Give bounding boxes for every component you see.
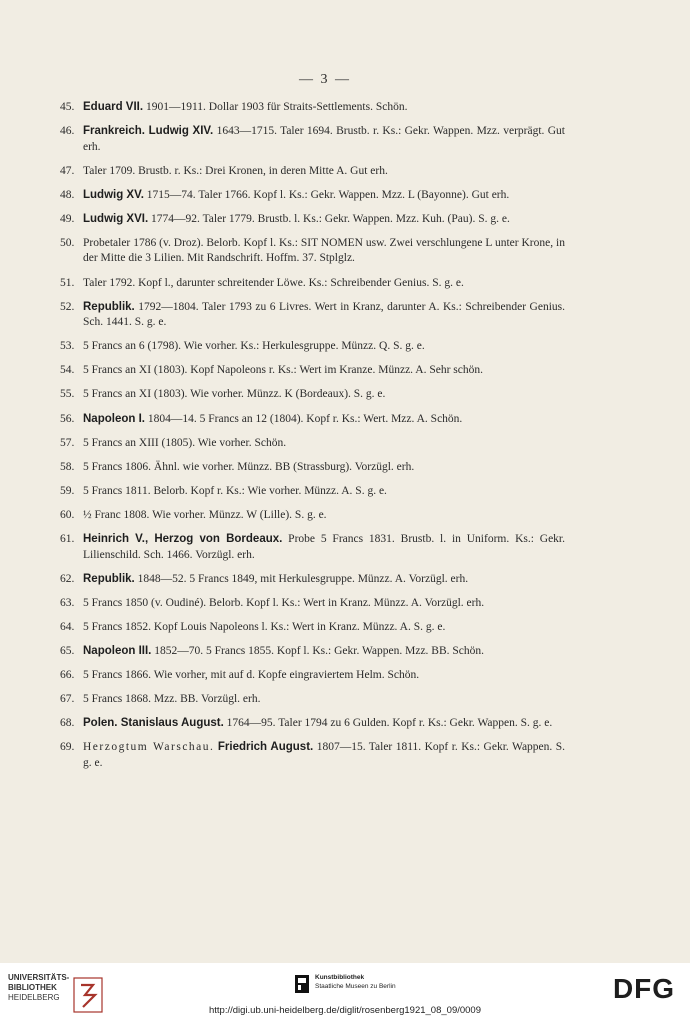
catalog-entry: [60, 236, 565, 267]
entry-text: Taler 1709. Brustb. r. Ks.: Drei Kronen, in deren Mitte A. Gut erh.: [83, 164, 388, 177]
catalog-entry: [60, 387, 565, 403]
entry-number: 52.: [60, 300, 75, 313]
catalog-entry: [60, 460, 565, 476]
entry-number: 47.: [60, 164, 75, 177]
entry-text: 5 Francs an XIII (1805). Wie vorher. Schön.: [83, 436, 287, 449]
catalog-entry: [60, 484, 565, 500]
dfg-text: DFG: [612, 975, 676, 1001]
entry-text: 5 Francs 1850 (v. Oudiné). Belorb. Kopf l. Ks.: Wert in Kranz. Münzz. A. Vorzügl. erh.: [83, 596, 485, 609]
entry-text: Taler 1792. Kopf l., darunter schreitender Löwe. Ks.: Schreibender Genius. S. g. e.: [83, 276, 464, 289]
entry-text: 5 Francs an XI (1803). Wie vorher. Münzz. K (Bordeaux). S. g. e.: [83, 388, 386, 401]
entry-heading: Ludwig XVI.: [83, 212, 149, 225]
entry-text: 1901—1911. Dollar 1903 für Straits-Settlements. Schön.: [143, 101, 408, 113]
entry-text: 1848—52. 5 Francs 1849, mit Herkulesgruppe. Münzz. A. Vorzügl. erh.: [134, 572, 469, 585]
entry-text: 5 Francs 1868. Mzz. BB. Vorzügl. erh.: [83, 693, 261, 706]
kb-line-2: Staatliche Museen zu Berlin: [315, 983, 396, 990]
entry-text: 5 Francs 1852. Kopf Louis Napoleons l. Ks.: Wert in Kranz. Münzz. A. S. g. e.: [83, 620, 446, 633]
entry-number: 49.: [60, 212, 75, 225]
catalog-entry: [60, 572, 565, 588]
catalog-entries: [60, 100, 565, 780]
entry-number: 69.: [60, 741, 75, 754]
source-url-link[interactable]: http://digi.ub.uni-heidelberg.de/diglit/rosenberg1921_08_09/0009: [208, 1005, 482, 1016]
entry-number: 64.: [60, 620, 75, 633]
entry-heading: Ludwig XV.: [83, 188, 144, 201]
entry-text: 1715—74. Taler 1766. Kopf l. Ks.: Gekr. Wappen. Mzz. L (Bayonne). Gut erh.: [143, 188, 510, 201]
entry-text: Probe 5 Francs 1831. Brustb. l. in Uniform. Ks.: Gekr. Lilienschild. Sch. 1466. Vorzügl. erh.: [83, 533, 565, 561]
kb-line-1: Kunstbibliothek: [315, 974, 365, 981]
catalog-entry: [60, 716, 565, 732]
entry-number: 54.: [60, 364, 75, 377]
entry-heading: Frankreich. Ludwig XIV.: [83, 125, 214, 138]
entry-number: 58.: [60, 460, 75, 473]
catalog-entry: [60, 644, 565, 660]
entry-text: 1764—95. Taler 1794 zu 6 Gulden. Kopf r. Ks.: Gekr. Wappen. S. g. e.: [223, 717, 553, 730]
uni-line-3: HEIDELBERG: [8, 993, 60, 1002]
entry-number: 53.: [60, 340, 75, 353]
catalog-entry: [60, 692, 565, 708]
entry-heading: Friedrich August.: [217, 741, 314, 754]
entry-number: 61.: [60, 533, 75, 545]
entry-number: 62.: [60, 572, 75, 585]
entry-spaced-text: Herzogtum Warschau.: [83, 741, 215, 754]
catalog-entry: [60, 300, 565, 331]
entry-text: 1804—14. 5 Francs an 12 (1804). Kopf r. Ks.: Wert. Mzz. A. Schön.: [144, 412, 463, 425]
catalog-entry: [60, 596, 565, 612]
kunstbibliothek-icon: [295, 975, 309, 993]
entry-number: 67.: [60, 693, 75, 706]
catalog-entry: [60, 508, 565, 524]
entry-number: 59.: [60, 484, 75, 497]
catalog-entry: [60, 363, 565, 379]
entry-number: 46.: [60, 125, 75, 138]
entry-number: 50.: [60, 236, 75, 249]
entry-text: 5 Francs 1806. Ähnl. wie vorher. Münzz. BB (Strassburg). Vorzügl. erh.: [83, 460, 415, 473]
catalog-entry: [60, 124, 565, 155]
heidelberg-library-logo[interactable]: [8, 973, 103, 1003]
entry-text: 1807—15. Taler 1811. Kopf r. Ks.: Gekr. Wappen. S. g. e.: [83, 741, 566, 769]
entry-number: 56.: [60, 412, 75, 425]
entry-text: Probetaler 1786 (v. Droz). Belorb. Kopf l. Ks.: SIT NOMEN usw. Zwei verschlungene L unter Krone, in der Mitte die 3 Lilien. Mit Randschrift. Hoffm. 37. Stplglz.: [83, 236, 565, 265]
uni-line-2: BIBLIOTHEK: [8, 983, 57, 992]
footer: [0, 963, 690, 1017]
entry-text: 1774—92. Taler 1779. Brustb. l. Ks.: Gekr. Wappen. Mzz. Kuh. (Pau). S. g. e.: [148, 212, 510, 225]
catalog-entry: [60, 164, 565, 180]
entry-text: 5 Francs an 6 (1798). Wie vorher. Ks.: Herkulesgruppe. Münzz. Q. S. g. e.: [83, 340, 425, 353]
catalog-entry: [60, 740, 565, 771]
entry-text: 5 Francs an XI (1803). Kopf Napoleons r. Ks.: Wert im Kranze. Münzz. A. Sehr schön.: [83, 364, 484, 377]
entry-number: 57.: [60, 436, 75, 449]
entry-number: 63.: [60, 596, 75, 609]
page-number: — 3 —: [299, 72, 351, 87]
entry-heading: Heinrich V., Herzog von Bordeaux.: [83, 533, 283, 545]
entry-heading: Polen. Stanislaus August.: [83, 717, 224, 730]
entry-heading: Republik.: [83, 300, 135, 313]
catalog-entry: [60, 188, 565, 204]
catalog-entry: [60, 620, 565, 636]
catalog-entry: [60, 100, 565, 116]
dfg-logo-icon[interactable]: [608, 975, 680, 1001]
entry-heading: Republik.: [83, 572, 135, 585]
entry-number: 55.: [60, 388, 75, 401]
catalog-entry: [60, 412, 565, 428]
entry-text: ½ Franc 1808. Wie vorher. Münzz. W (Lille). S. g. e.: [83, 508, 327, 521]
entry-text: 1643—1715. Taler 1694. Brustb. r. Ks.: Gekr. Wappen. Mzz. verprägt. Gut erh.: [83, 125, 566, 153]
catalog-entry: [60, 532, 565, 563]
entry-number: 60.: [60, 508, 75, 521]
entry-number: 51.: [60, 276, 75, 289]
source-url[interactable]: [0, 1005, 690, 1016]
entry-heading: Napoleon I.: [83, 412, 145, 425]
catalog-entry: [60, 436, 565, 452]
entry-text: 5 Francs 1811. Belorb. Kopf r. Ks.: Wie vorher. Münzz. A. S. g. e.: [83, 484, 387, 497]
entry-number: 65.: [60, 644, 75, 657]
entry-heading: Napoleon III.: [83, 644, 152, 657]
entry-number: 48.: [60, 188, 75, 201]
catalog-entry: [60, 212, 565, 228]
catalog-entry: [60, 339, 565, 355]
entry-text: 1852—70. 5 Francs 1855. Kopf l. Ks.: Gekr. Wappen. Mzz. BB. Schön.: [151, 644, 485, 657]
entry-text: 5 Francs 1866. Wie vorher, mit auf d. Kopfe eingraviertem Helm. Schön.: [83, 668, 420, 681]
entry-number: 68.: [60, 717, 75, 730]
entry-number: 66.: [60, 668, 75, 681]
entry-text: 1792—1804. Taler 1793 zu 6 Livres. Wert in Kranz, darunter A. Ks.: Schreibender Genius. Sch. 1441. S. g. e.: [83, 300, 565, 329]
entry-number: 45.: [60, 101, 75, 113]
uni-line-1: UNIVERSITÄTS-: [8, 973, 70, 982]
catalog-entry: [60, 276, 565, 292]
catalog-entry: [60, 668, 565, 684]
kunstbibliothek-name: [315, 973, 396, 991]
entry-heading: Eduard VII.: [83, 101, 144, 113]
